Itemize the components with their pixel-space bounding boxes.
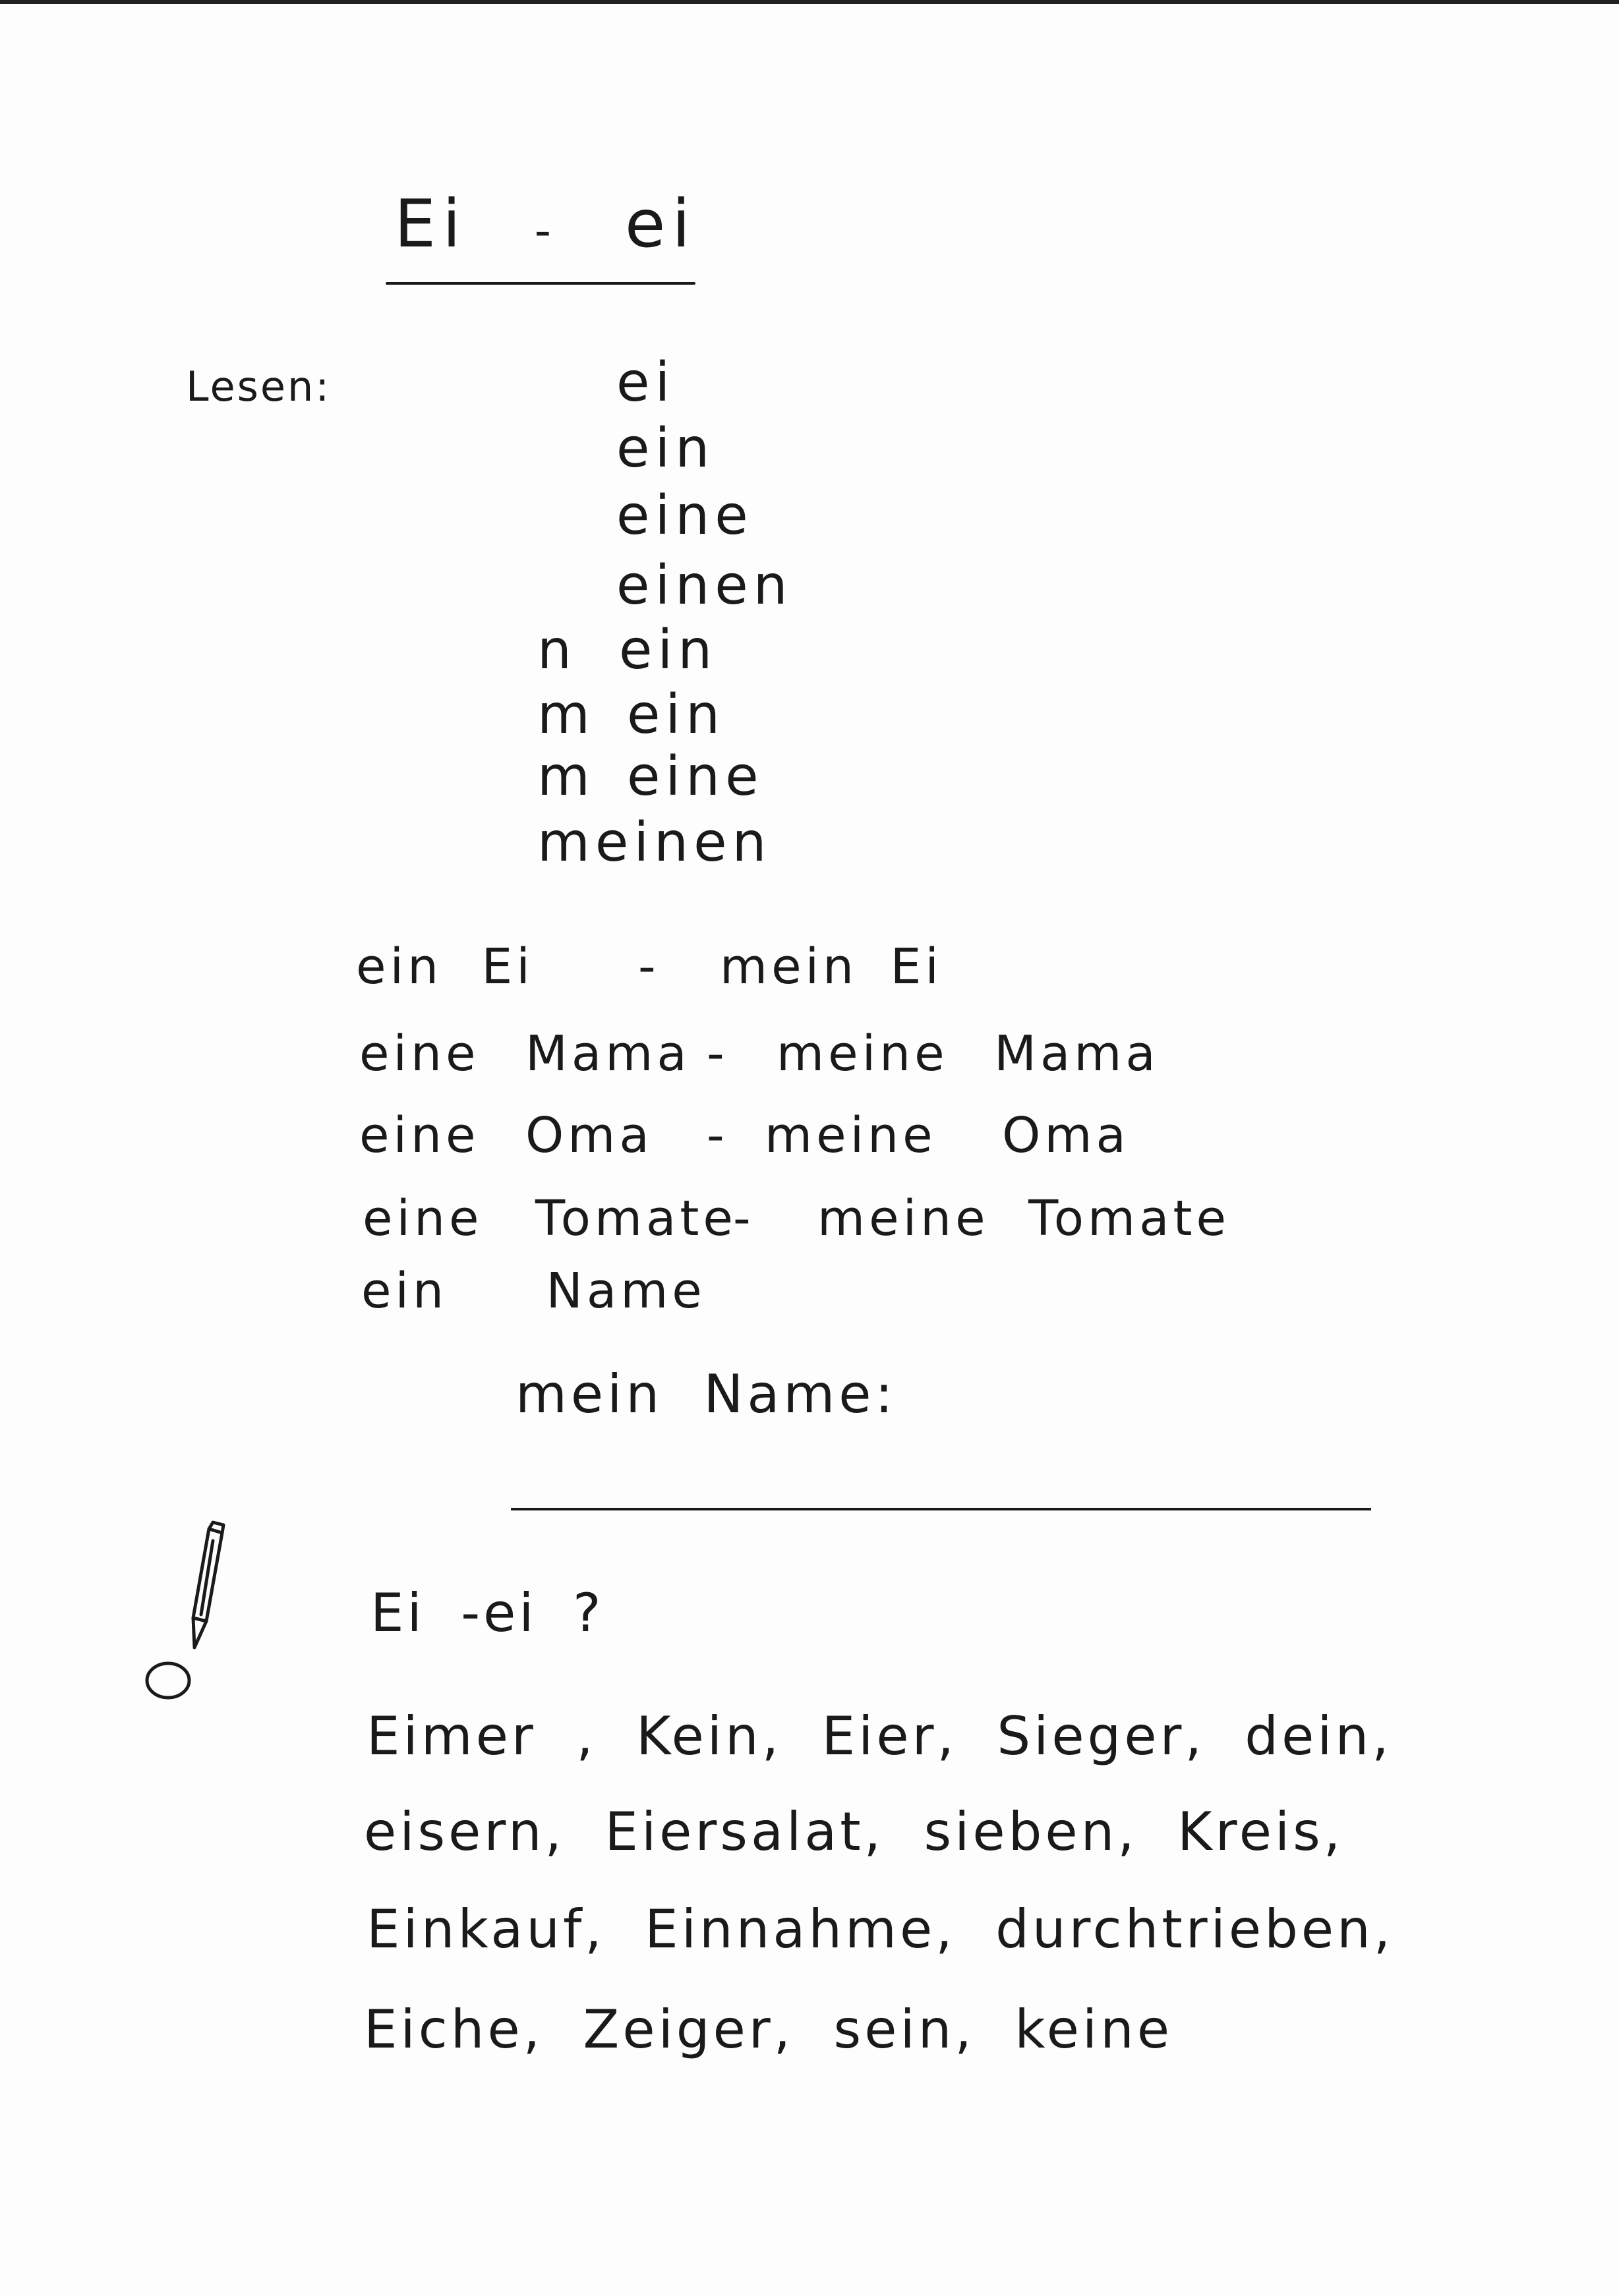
title-lowercase: ei — [624, 185, 697, 262]
exercise-line: eisern, Eiersalat, sieben, Kreis, — [364, 1801, 1344, 1862]
reading-word: eine — [616, 484, 753, 547]
pair-left: eine Tomate — [363, 1190, 737, 1247]
pair-left: ein Ei — [356, 938, 534, 995]
pair-left: eine Mama — [359, 1025, 691, 1082]
reading-word: ein — [616, 417, 715, 480]
reading-word: m eine — [537, 745, 764, 808]
pair-left: ein Name — [361, 1263, 706, 1319]
exercise-line: Eiche, Zeiger, sein, keine — [364, 1999, 1173, 2060]
pencil-icon — [135, 1516, 241, 1700]
exercise-line: Eimer , Kein, Eier, Sieger, dein, — [367, 1706, 1392, 1767]
my-name-label: mein Name: — [515, 1363, 897, 1425]
reading-label: Lesen: — [186, 362, 332, 411]
reading-word: n ein — [537, 619, 718, 681]
title-uppercase: Ei — [394, 185, 467, 262]
scan-top-edge — [0, 0, 1619, 4]
pair-right: meine Tomate — [817, 1190, 1230, 1247]
reading-word: einen — [616, 554, 793, 617]
pair-dash: - — [638, 938, 660, 995]
exercise-line: Einkauf, Einnahme, durchtrieben, — [367, 1899, 1394, 1960]
pair-right: meine Oma — [765, 1107, 1130, 1164]
pair-left: eine Oma — [359, 1107, 653, 1164]
title-underline — [386, 282, 695, 285]
pair-dash: - — [733, 1190, 755, 1247]
pair-right: mein Ei — [720, 938, 943, 995]
pair-dash: - — [707, 1025, 728, 1082]
reading-word: ei — [616, 351, 676, 414]
exercise-question: Ei -ei ? — [370, 1582, 604, 1644]
reading-word: meinen — [537, 811, 772, 874]
name-write-line[interactable] — [511, 1508, 1371, 1510]
pair-dash: - — [707, 1107, 728, 1164]
reading-word: m ein — [537, 683, 726, 746]
title-dash: - — [534, 204, 558, 258]
pair-right: meine Mama — [777, 1025, 1160, 1082]
page-title — [394, 185, 697, 262]
